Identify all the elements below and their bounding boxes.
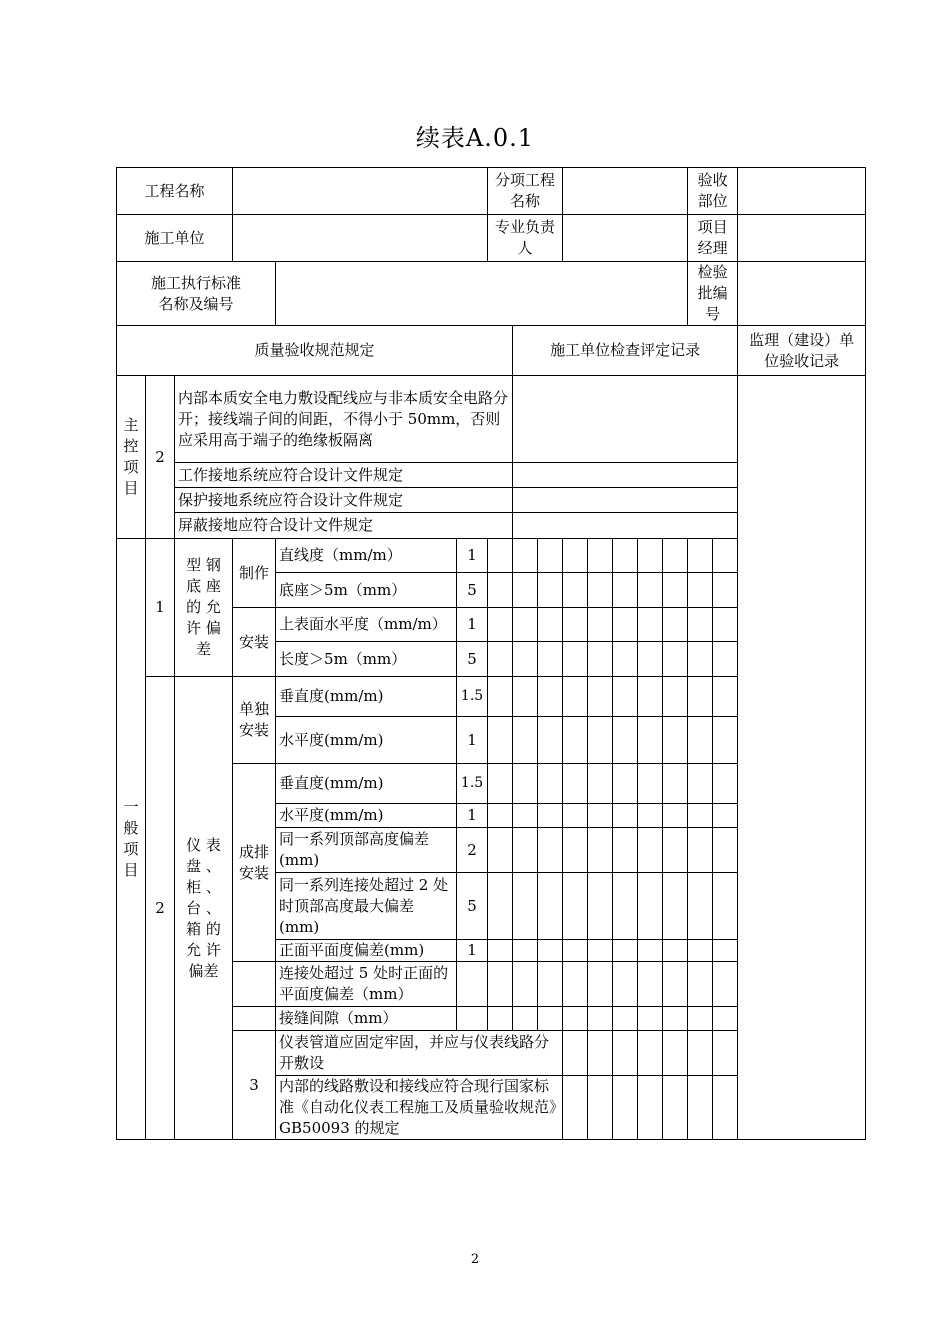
group2-sub-empty xyxy=(233,962,276,1007)
check-cell[interactable] xyxy=(538,804,563,828)
group1-value: 5 xyxy=(457,642,488,677)
check-cell[interactable] xyxy=(688,608,713,642)
check-cell[interactable] xyxy=(688,1076,713,1140)
check-cell[interactable] xyxy=(713,573,738,608)
check-cell[interactable] xyxy=(713,677,738,717)
group2-item: 垂直度(mm/m) xyxy=(276,764,457,804)
check-cell[interactable] xyxy=(688,764,713,804)
check-cell[interactable] xyxy=(638,940,663,962)
check-cell[interactable] xyxy=(663,764,688,804)
specialty-lead-label: 专业负责人 xyxy=(488,215,563,262)
main-item-row: 屏蔽接地应符合设计文件规定 xyxy=(175,513,513,539)
check-cell[interactable] xyxy=(713,1031,738,1076)
check-cell[interactable] xyxy=(688,1007,713,1031)
check-cell[interactable] xyxy=(538,677,563,717)
group2-number: 2 xyxy=(146,677,175,1140)
check-cell[interactable] xyxy=(563,962,588,1007)
check-cell[interactable] xyxy=(638,962,663,1007)
check-cell[interactable] xyxy=(663,539,688,573)
check-cell[interactable] xyxy=(588,1031,613,1076)
check-cell[interactable] xyxy=(488,873,513,940)
acceptance-part-field[interactable] xyxy=(738,168,866,215)
construction-unit-field[interactable] xyxy=(233,215,488,262)
check-cell[interactable] xyxy=(613,539,638,573)
check-cell[interactable] xyxy=(713,717,738,764)
check-cell[interactable] xyxy=(638,873,663,940)
check-cell[interactable] xyxy=(688,642,713,677)
group2-value: 1 xyxy=(457,804,488,828)
check-cell[interactable] xyxy=(688,717,713,764)
check-cell[interactable] xyxy=(613,717,638,764)
standard-label-line2: 名称及编号 xyxy=(158,294,234,313)
group2-item: 同一系列顶部高度偏差(mm) xyxy=(276,828,457,873)
check-cell[interactable] xyxy=(713,873,738,940)
contractor-record-header: 施工单位检查评定记录 xyxy=(513,326,738,376)
check-cell[interactable] xyxy=(513,804,538,828)
check-cell[interactable] xyxy=(638,717,663,764)
check-cell[interactable] xyxy=(663,962,688,1007)
check-cell[interactable] xyxy=(538,962,563,1007)
project-manager-label: 项目经理 xyxy=(688,215,738,262)
group1-value: 5 xyxy=(457,573,488,608)
check-cell[interactable] xyxy=(563,642,588,677)
check-cell[interactable] xyxy=(663,717,688,764)
check-cell[interactable] xyxy=(613,1031,638,1076)
check-cell[interactable] xyxy=(538,642,563,677)
check-cell[interactable] xyxy=(588,962,613,1007)
check-cell[interactable] xyxy=(638,804,663,828)
check-cell[interactable] xyxy=(713,962,738,1007)
check-cell[interactable] xyxy=(688,677,713,717)
check-cell[interactable] xyxy=(513,677,538,717)
check-cell[interactable] xyxy=(513,608,538,642)
group2-value: 1.5 xyxy=(457,764,488,804)
group2-value: 1 xyxy=(457,940,488,962)
standard-label-line1: 施工执行标准 xyxy=(151,273,242,292)
check-cell[interactable] xyxy=(613,804,638,828)
check-cell[interactable] xyxy=(613,962,638,1007)
check-cell[interactable] xyxy=(563,677,588,717)
check-cell[interactable] xyxy=(488,642,513,677)
project-name-label: 工程名称 xyxy=(117,168,233,215)
check-cell[interactable] xyxy=(613,873,638,940)
sub-project-label: 分项工程名称 xyxy=(488,168,563,215)
check-cell[interactable] xyxy=(688,1031,713,1076)
standard-label xyxy=(117,262,276,326)
check-cell[interactable] xyxy=(488,539,513,573)
check-cell[interactable] xyxy=(713,608,738,642)
check-cell[interactable] xyxy=(538,940,563,962)
check-cell[interactable] xyxy=(688,828,713,873)
contractor-record-cell[interactable] xyxy=(513,513,738,539)
check-cell[interactable] xyxy=(588,1076,613,1140)
check-cell[interactable] xyxy=(513,1007,538,1031)
check-cell[interactable] xyxy=(563,764,588,804)
check-cell[interactable] xyxy=(713,1076,738,1140)
check-cell[interactable] xyxy=(563,1031,588,1076)
contractor-record-cell[interactable] xyxy=(513,376,738,463)
check-cell[interactable] xyxy=(588,1007,613,1031)
check-cell[interactable] xyxy=(638,1076,663,1140)
group2-name: 仪 表 盘 、 柜 、 台 、 箱 的 允 许 偏差 xyxy=(175,677,233,1140)
check-cell[interactable] xyxy=(488,764,513,804)
check-cell[interactable] xyxy=(713,642,738,677)
check-cell[interactable] xyxy=(513,962,538,1007)
check-cell[interactable] xyxy=(713,764,738,804)
group1-sub-a: 制作 xyxy=(233,539,276,608)
group1-item: 上表面水平度（mm/m） xyxy=(276,608,457,642)
group3-item: 仪表管道应固定牢固，并应与仪表线路分开敷设 xyxy=(276,1031,563,1076)
check-cell[interactable] xyxy=(613,642,638,677)
check-cell[interactable] xyxy=(563,873,588,940)
group1-sub-b: 安装 xyxy=(233,608,276,677)
check-cell[interactable] xyxy=(513,717,538,764)
check-cell[interactable] xyxy=(563,717,588,764)
group1-value: 1 xyxy=(457,608,488,642)
group2-item: 正面平面度偏差(mm) xyxy=(276,940,457,962)
group2-value: 1.5 xyxy=(457,677,488,717)
check-cell[interactable] xyxy=(663,940,688,962)
supervisor-record-line1: 监理（建设）单 xyxy=(749,330,855,349)
check-cell[interactable] xyxy=(513,873,538,940)
group2-item: 连接处超过 5 处时正面的平面度偏差（mm） xyxy=(276,962,457,1007)
check-cell[interactable] xyxy=(488,962,513,1007)
check-cell[interactable] xyxy=(588,940,613,962)
group1-value: 1 xyxy=(457,539,488,573)
check-cell[interactable] xyxy=(688,940,713,962)
supervisor-record-cell[interactable] xyxy=(738,376,866,1140)
check-cell[interactable] xyxy=(488,677,513,717)
check-cell[interactable] xyxy=(663,1007,688,1031)
group2-sub-row: 成排安装 xyxy=(233,764,276,962)
check-cell[interactable] xyxy=(688,804,713,828)
check-cell[interactable] xyxy=(488,804,513,828)
group1-item: 底座＞5m（mm） xyxy=(276,573,457,608)
check-cell[interactable] xyxy=(488,940,513,962)
check-cell[interactable] xyxy=(563,608,588,642)
check-cell[interactable] xyxy=(638,764,663,804)
check-cell[interactable] xyxy=(688,873,713,940)
check-cell[interactable] xyxy=(513,828,538,873)
contractor-record-cell[interactable] xyxy=(513,463,738,488)
check-cell[interactable] xyxy=(663,573,688,608)
check-cell[interactable] xyxy=(513,940,538,962)
page-number: 2 xyxy=(470,1252,480,1267)
inspection-table xyxy=(116,167,866,1140)
check-cell[interactable] xyxy=(638,1007,663,1031)
check-cell[interactable] xyxy=(588,717,613,764)
check-cell[interactable] xyxy=(713,1007,738,1031)
group2-item: 同一系列连接处超过 2 处时顶部高度最大偏差(mm) xyxy=(276,873,457,940)
check-cell[interactable] xyxy=(613,828,638,873)
check-cell[interactable] xyxy=(613,1007,638,1031)
check-cell[interactable] xyxy=(513,764,538,804)
check-cell[interactable] xyxy=(638,642,663,677)
group2-value: 5 xyxy=(457,873,488,940)
check-cell[interactable] xyxy=(663,642,688,677)
check-cell[interactable] xyxy=(613,940,638,962)
specialty-lead-field[interactable] xyxy=(563,215,688,262)
project-name-field[interactable] xyxy=(233,168,488,215)
check-cell[interactable] xyxy=(713,804,738,828)
check-cell[interactable] xyxy=(488,573,513,608)
spec-column-header: 质量验收规范规定 xyxy=(117,326,513,376)
check-cell[interactable] xyxy=(588,608,613,642)
check-cell[interactable] xyxy=(663,608,688,642)
check-cell[interactable] xyxy=(538,608,563,642)
check-cell[interactable] xyxy=(513,539,538,573)
check-cell[interactable] xyxy=(563,573,588,608)
check-cell[interactable] xyxy=(563,940,588,962)
check-cell[interactable] xyxy=(488,717,513,764)
supervisor-record-line2: 位验收记录 xyxy=(764,351,840,370)
check-cell[interactable] xyxy=(663,1076,688,1140)
check-cell[interactable] xyxy=(563,828,588,873)
group2-value: 1 xyxy=(457,717,488,764)
check-cell[interactable] xyxy=(563,539,588,573)
check-cell[interactable] xyxy=(638,677,663,717)
group1-number: 1 xyxy=(146,539,175,677)
check-cell[interactable] xyxy=(588,804,613,828)
check-cell[interactable] xyxy=(613,573,638,608)
check-cell[interactable] xyxy=(538,1007,563,1031)
batch-number-field[interactable] xyxy=(738,262,866,326)
check-cell[interactable] xyxy=(713,539,738,573)
check-cell[interactable] xyxy=(663,677,688,717)
check-cell[interactable] xyxy=(588,764,613,804)
check-cell[interactable] xyxy=(588,828,613,873)
check-cell[interactable] xyxy=(663,1031,688,1076)
main-item-row: 内部本质安全电力敷设配线应与非本质安全电路分开；接线端子间的间距，不得小于 50mm，否则应采用高于端子的绝缘板隔离 xyxy=(175,376,513,463)
batch-number-label: 检验批编号 xyxy=(688,262,738,326)
group2-sub-single: 单独安装 xyxy=(233,677,276,764)
check-cell[interactable] xyxy=(638,573,663,608)
check-cell[interactable] xyxy=(563,1076,588,1140)
group2-item: 水平度(mm/m) xyxy=(276,804,457,828)
check-cell[interactable] xyxy=(638,828,663,873)
contractor-record-cell[interactable] xyxy=(513,488,738,513)
check-cell[interactable] xyxy=(688,962,713,1007)
group1-item: 长度＞5m（mm） xyxy=(276,642,457,677)
check-cell[interactable] xyxy=(688,573,713,608)
check-cell[interactable] xyxy=(538,764,563,804)
group2-item: 垂直度(mm/m) xyxy=(276,677,457,717)
check-cell[interactable] xyxy=(613,608,638,642)
group2-item: 水平度(mm/m) xyxy=(276,717,457,764)
check-cell[interactable] xyxy=(513,642,538,677)
check-cell[interactable] xyxy=(663,804,688,828)
check-cell[interactable] xyxy=(588,642,613,677)
check-cell[interactable] xyxy=(688,539,713,573)
check-cell[interactable] xyxy=(588,677,613,717)
check-cell[interactable] xyxy=(588,539,613,573)
group2-value: 2 xyxy=(457,828,488,873)
group2-value xyxy=(457,1007,488,1031)
main-item-row: 保护接地系统应符合设计文件规定 xyxy=(175,488,513,513)
group3-number: 3 xyxy=(233,1031,276,1140)
check-cell[interactable] xyxy=(538,573,563,608)
main-items-category: 主 控 项 目 xyxy=(117,376,146,539)
check-cell[interactable] xyxy=(588,873,613,940)
check-cell[interactable] xyxy=(613,1076,638,1140)
group1-item: 直线度（mm/m） xyxy=(276,539,457,573)
check-cell[interactable] xyxy=(488,1007,513,1031)
supervisor-record-header xyxy=(738,326,866,376)
group1-name: 型 钢 底 座 的 允 许 偏 差 xyxy=(175,539,233,677)
check-cell[interactable] xyxy=(538,539,563,573)
check-cell[interactable] xyxy=(663,873,688,940)
check-cell[interactable] xyxy=(488,608,513,642)
main-items-number: 2 xyxy=(146,376,175,539)
check-cell[interactable] xyxy=(713,940,738,962)
construction-unit-label: 施工单位 xyxy=(117,215,233,262)
group2-sub-empty xyxy=(233,1007,276,1031)
check-cell[interactable] xyxy=(613,764,638,804)
check-cell[interactable] xyxy=(638,539,663,573)
sub-project-field[interactable] xyxy=(563,168,688,215)
check-cell[interactable] xyxy=(638,1031,663,1076)
check-cell[interactable] xyxy=(538,717,563,764)
general-items-category: 一 般 项 目 xyxy=(117,539,146,1140)
page-title: 续表A.0.1 xyxy=(415,124,535,152)
check-cell[interactable] xyxy=(588,573,613,608)
standard-field[interactable] xyxy=(276,262,688,326)
check-cell[interactable] xyxy=(538,873,563,940)
check-cell[interactable] xyxy=(563,804,588,828)
check-cell[interactable] xyxy=(713,828,738,873)
main-item-row: 工作接地系统应符合设计文件规定 xyxy=(175,463,513,488)
check-cell[interactable] xyxy=(563,1007,588,1031)
check-cell[interactable] xyxy=(663,828,688,873)
group2-value xyxy=(457,962,488,1007)
acceptance-part-label: 验收部位 xyxy=(688,168,738,215)
check-cell[interactable] xyxy=(613,677,638,717)
project-manager-field[interactable] xyxy=(738,215,866,262)
group3-item: 内部的线路敷设和接线应符合现行国家标准《自动化仪表工程施工及质量验收规范》GB50093 的规定 xyxy=(276,1076,563,1140)
check-cell[interactable] xyxy=(488,828,513,873)
check-cell[interactable] xyxy=(538,828,563,873)
check-cell[interactable] xyxy=(513,573,538,608)
check-cell[interactable] xyxy=(638,608,663,642)
group2-item: 接缝间隙（mm） xyxy=(276,1007,457,1031)
